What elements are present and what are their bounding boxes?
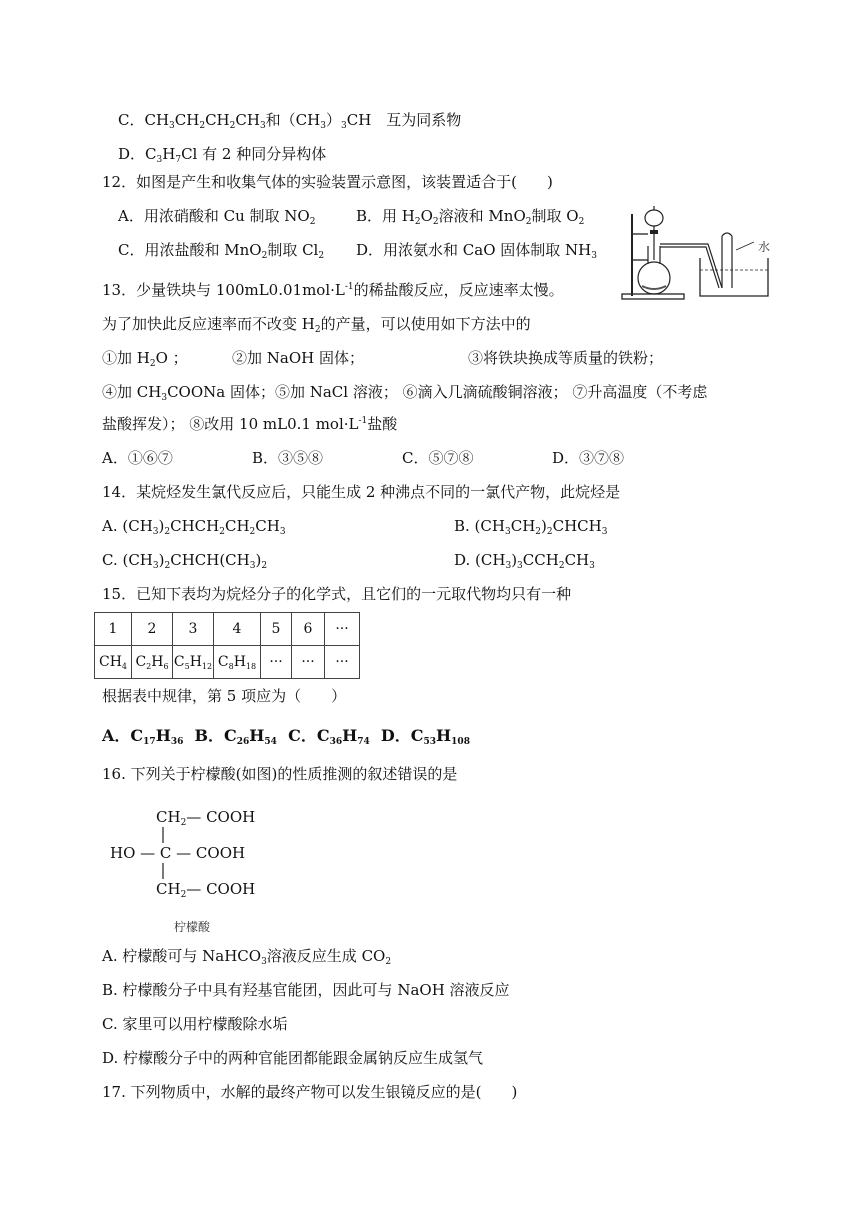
table-cell: $C_5H_{12}$ [173, 646, 214, 679]
q13-method-3: ③将铁块换成等质量的铁粉； [468, 349, 664, 367]
q13-option-a: A．①⑥⑦ [102, 449, 173, 467]
q12-option-d: D．用浓氨水和 CaO 固体制取 $NH_3$ [356, 241, 597, 261]
q16-option-a: A. 柠檬酸可与 NaHCO$_3$溶液反应生成 $CO_2$ [102, 947, 392, 967]
structure-bond-lower [160, 862, 166, 880]
table-cell: $C_8H_{18}$ [214, 646, 261, 679]
q13-method-2: ②加 NaOH 固体； [232, 349, 364, 367]
q14-stem: 14．某烷烃发生氯代反应后，只能生成 2 种沸点不同的一氯代产物，此烷烃是 [102, 483, 621, 501]
table-cell: $CH_4$ [95, 646, 132, 679]
q11-option-d: D．$C_3H_7Cl$ 有 2 种同分异构体 [118, 145, 327, 165]
q13-line-1: 13．少量铁块与 $100mL0.01mol\cdot L^{-1}$的稀盐酸反应，反应速率太慢。 [102, 281, 564, 299]
structure-middle-group: HO — C — COOH [110, 844, 246, 862]
table-cell: 3 [173, 613, 214, 646]
table-cell: ··· [292, 646, 325, 679]
table-cell: 1 [95, 613, 132, 646]
structure-top-group: $CH_2—$ COOH [156, 808, 256, 828]
table-cell: 4 [214, 613, 261, 646]
q16-option-d: D. 柠檬酸分子中的两种官能团都能跟金属钠反应生成氢气 [102, 1049, 484, 1067]
q16-option-c: C. 家里可以用柠檬酸除水垢 [102, 1015, 288, 1033]
q14-option-c: C. $(CH_3)_2CHCH(CH_3)_2$ [102, 551, 268, 571]
gas-apparatus-figure [618, 198, 778, 304]
structure-caption: 柠檬酸 [174, 920, 211, 934]
table-row [95, 646, 360, 679]
q12-option-a: A．用浓硝酸和 Cu 制取 $NO_2$ [118, 207, 316, 227]
q11-option-c: C．$CH_3CH_2CH_2CH_3$和$(CH_3)_3CH$ 互为同系物 [118, 111, 462, 131]
q13-line-2: 为了加快此反应速率而不改变 $H_2$的产量，可以使用如下方法中的 [102, 315, 531, 335]
q13-methods-4-7: ④加 $CH_3COONa$ 固体；⑤加 NaCl 溶液； ⑥滴入几滴硫酸铜溶液； ⑦升高温度（不考虑 [102, 383, 708, 403]
q14-option-d: D. $(CH_3)_3CCH_2CH_3$ [454, 551, 595, 571]
table-row [95, 613, 360, 646]
table-cell: 2 [132, 613, 173, 646]
table-cell: ··· [325, 646, 360, 679]
q17-stem: 17. 下列物质中，水解的最终产物可以发生银镜反应的是( ) [102, 1083, 518, 1101]
water-label: 水 [758, 240, 771, 254]
table-cell: 6 [292, 613, 325, 646]
q15-options: A．$C_{17}H_{36}$ B．$C_{26}H_{54}$ C．$C_{36}H_{74}$ D．$C_{53}H_{108}$ [102, 726, 470, 747]
table-cell: ··· [325, 613, 360, 646]
table-cell: 5 [261, 613, 292, 646]
q15-stem: 15．已知下表均为烷烃分子的化学式，且它们的一元取代物均只有一种 [102, 585, 572, 603]
q12-option-b: B．用 $H_2O_2$溶液和 MnO$_2$制取 $O_2$ [356, 207, 585, 227]
q14-option-b: B. $(CH_3CH_2)_2CHCH_3$ [454, 517, 608, 537]
q12-option-c: C．用浓盐酸和 MnO$_2$制取 $Cl_2$ [118, 241, 325, 261]
q13-option-c: C．⑤⑦⑧ [402, 449, 474, 467]
q13-method-1: ①加 $H_2O$ ； [102, 349, 188, 369]
q13-method-8: 盐酸挥发）； ⑧改用 10 mL0.1 $mol\cdot L^{-1}$盐酸 [102, 415, 398, 433]
structure-bottom-group: $CH_2—$ COOH [156, 880, 256, 900]
q13-option-d: D．③⑦⑧ [552, 449, 625, 467]
q14-option-a: A. $(CH_3)_2CHCH_2CH_2CH_3$ [102, 517, 286, 537]
alkane-formula-table [94, 612, 360, 679]
q15-after-table: 根据表中规律，第 5 项应为（ ） [102, 687, 347, 705]
structure-bond-upper [160, 826, 166, 844]
q12-stem: 12．如图是产生和收集气体的实验装置示意图，该装置适合于( ) [102, 173, 553, 191]
q16-stem: 16. 下列关于柠檬酸(如图)的性质推测的叙述错误的是 [102, 765, 458, 783]
q16-option-b: B. 柠檬酸分子中具有羟基官能团，因此可与 NaOH 溶液反应 [102, 981, 510, 999]
q13-option-b: B．③⑤⑧ [252, 449, 324, 467]
table-cell: ··· [261, 646, 292, 679]
table-cell: $C_2H_6$ [132, 646, 173, 679]
